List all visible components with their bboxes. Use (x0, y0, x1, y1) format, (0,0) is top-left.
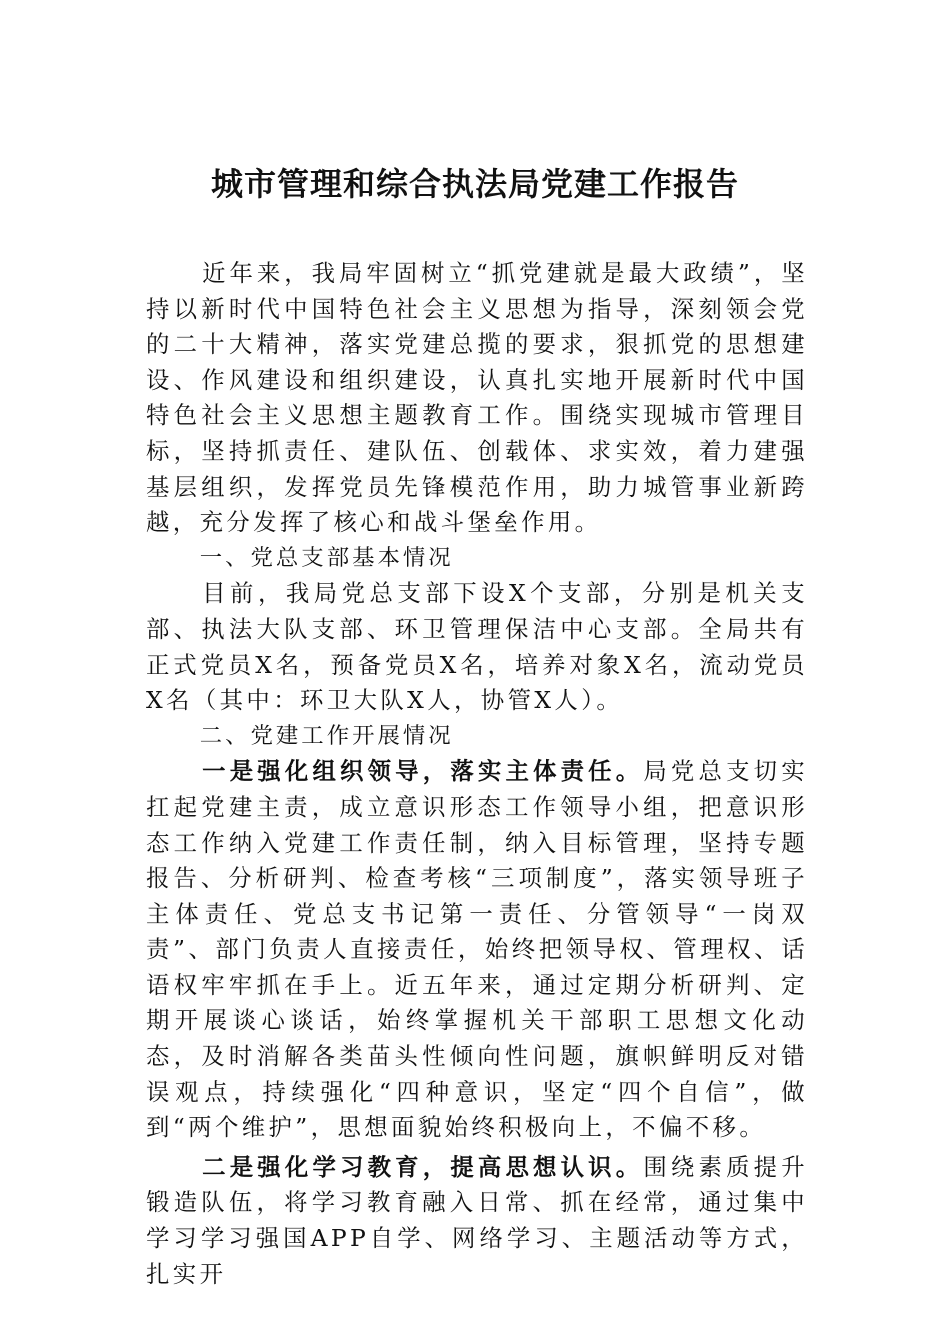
item-2-paragraph (146, 1150, 808, 1292)
item-1-lead: 一是强化组织领导，落实主体责任。 (202, 757, 644, 786)
section-heading-1: 一、党总支部基本情况 (199, 544, 454, 571)
section-heading-2: 二、党建工作开展情况 (199, 722, 454, 749)
section-1-paragraph: 目前，我局党总支部下设X个支部，分别是机关支部、执法大队支部、环卫管理保洁中心支部。全局共有正式党员X名，预备党员X名，培养对象X名，流动党员X名（其中：环卫大队X人，协管X人）。 (146, 579, 808, 715)
item-1-text: 局党总支切实扛起党建主责，成立意识形态工作领导小组，把意识形态工作纳入党建工作责任制，纳入目标管理，坚持专题报告、分析研判、检查考核“三项制度”，落实领导班子主体责任、党总支书记第一责任、分管领导“一岗双责”、部门负责人直接责任，始终把领导权、管理权、话语权牢牢抓在手上。近五年来，通过定期分析研判、定期开展谈心谈话，始终掌握机关干部职工思想文化动态，及时消解各类苗头性倾向性问题，旗帜鲜明反对错误观点，持续强化“四种意识，坚定“四个自信”，做到“两个维护”，思想面貌始终积极向上，不偏不移。 (146, 757, 809, 1142)
document-body (146, 256, 808, 1292)
item-2-text: 围绕素质提升锻造队伍，将学习教育融入日常、抓在经常，通过集中学习学习强国APP自学、网络学习、主题活动等方式，扎实开 (146, 1152, 809, 1288)
item-2-lead: 二是强化学习教育，提高思想认识。 (202, 1152, 644, 1181)
document-title: 城市管理和综合执法局党建工作报告 (210, 165, 739, 203)
intro-paragraph: 近年来，我局牢固树立“抓党建就是最大政绩”，坚持以新时代中国特色社会主义思想为指导，深刻领会党的二十大精神，落实党建总揽的要求，狠抓党的思想建设、作风建设和组织建设，认真扎实地开展新时代中国特色社会主义思想主题教育工作。围绕实现城市管理目标，坚持抓责任、建队伍、创载体、求实效，着力建强基层组织，发挥党员先锋模范作用，助力城管事业新跨越，充分发挥了核心和战斗堡垒作用。 (146, 259, 808, 537)
item-1-paragraph (146, 754, 808, 1146)
